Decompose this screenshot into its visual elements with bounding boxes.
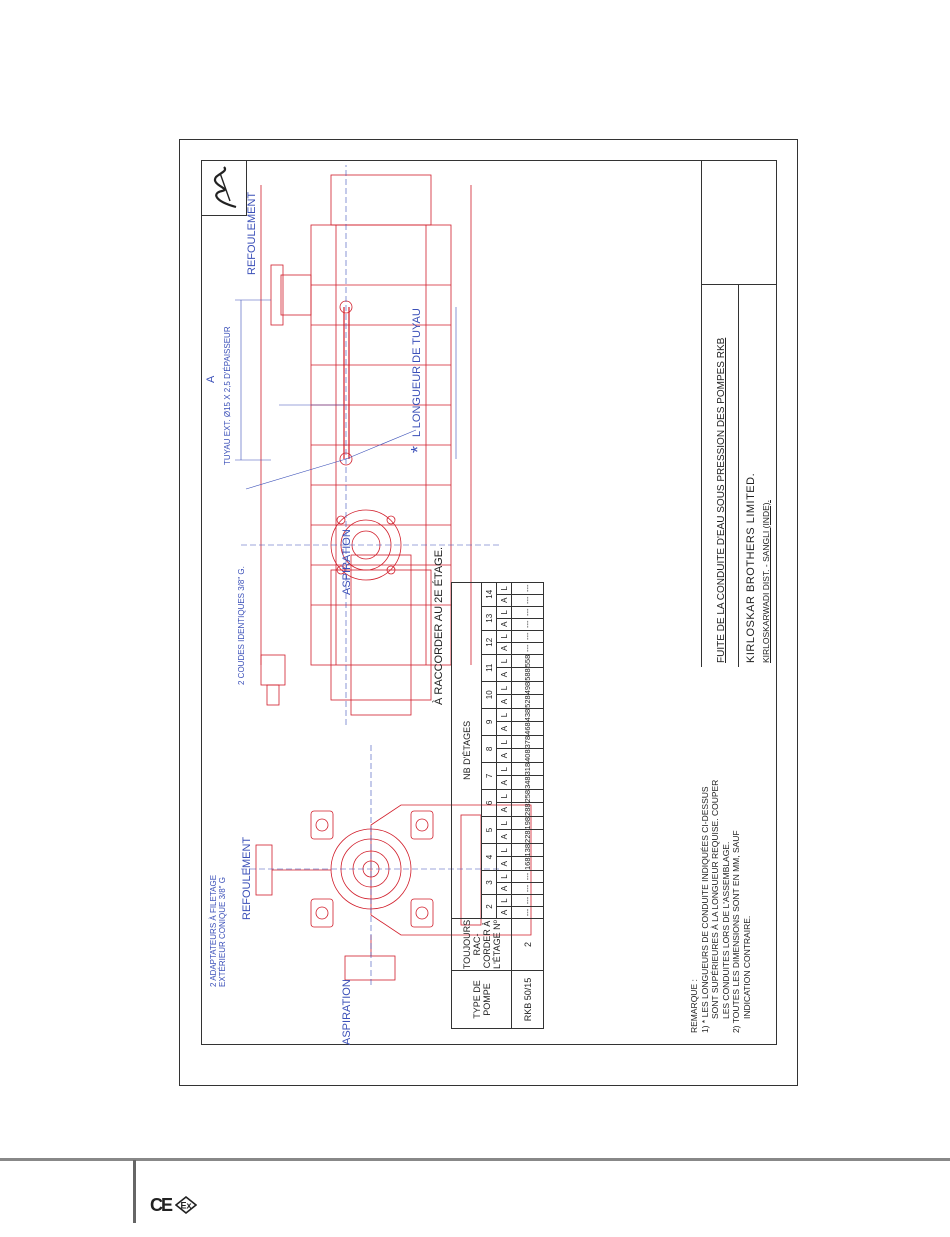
- ce-mark: CE: [150, 1195, 172, 1215]
- notes-heading: REMARQUE :: [689, 979, 699, 1033]
- al-a: A: [497, 642, 512, 654]
- stage-3: 3: [482, 871, 497, 895]
- drawing-sheet: [201, 160, 777, 1045]
- value-cell: ---: [512, 618, 544, 630]
- connect-stage-cell: 2: [512, 919, 544, 971]
- al-l: L: [497, 895, 512, 907]
- al-l: L: [497, 582, 512, 594]
- drawing-notes: [689, 683, 752, 1033]
- al-a: A: [497, 907, 512, 919]
- end-view-lug-tl: [311, 899, 333, 927]
- value-cell: ---: [512, 594, 544, 606]
- al-l: L: [497, 843, 512, 857]
- al-a: A: [497, 857, 512, 871]
- side-view-motor-left: [351, 555, 411, 715]
- value-cell: 378: [512, 735, 544, 749]
- end-view-lug-tr: [311, 811, 333, 839]
- company-logo: [201, 160, 247, 216]
- stage-11: 11: [482, 654, 497, 681]
- adapters-label-line2: EXTÉRIEUR CONIQUE 3/8" G: [218, 877, 227, 987]
- al-a: A: [497, 695, 512, 709]
- value-cell: ---: [512, 895, 544, 907]
- note-line: 2) TOUTES LES DIMENSIONS SONT EN MM, SAUF: [731, 830, 741, 1033]
- stage-5: 5: [482, 816, 497, 843]
- company-cell: [739, 284, 777, 667]
- end-view-flange-left: [345, 956, 395, 980]
- al-l: L: [497, 762, 512, 776]
- al-a: A: [497, 722, 512, 736]
- stage-8: 8: [482, 735, 497, 762]
- al-a: A: [497, 803, 512, 817]
- end-view-lug-br: [411, 811, 433, 839]
- note-line: LES CONDUITES LORS DE L'ASSEMBLAGE.: [720, 841, 731, 1019]
- value-cell: 288: [512, 803, 544, 817]
- side-view-shaft-end: [261, 655, 285, 685]
- elbows-label: 2 COUDES IDENTIQUES 3/8" G.: [237, 566, 246, 685]
- al-a: A: [497, 668, 512, 682]
- al-l: L: [497, 871, 512, 883]
- table-header-pump-type: TYPE DE POMPE: [452, 971, 512, 1029]
- title-block: [701, 160, 777, 667]
- stage-12: 12: [482, 630, 497, 654]
- dimension-a-label: A: [205, 375, 217, 383]
- value-cell: 438: [512, 708, 544, 722]
- table-header-connect: TOUJOURS RAC- CORDER À L'ÉTAGE Nº: [452, 919, 512, 971]
- value-cell: 228: [512, 830, 544, 844]
- note-line: INDICATION CONTRAIRE.: [741, 915, 752, 1019]
- value-cell: 258: [512, 789, 544, 803]
- value-cell: 528: [512, 695, 544, 709]
- value-cell: 168: [512, 857, 544, 871]
- value-cell: ---: [512, 642, 544, 654]
- stage-14: 14: [482, 582, 497, 606]
- signature-logo-icon: [202, 161, 246, 215]
- company-address: KIRLOSKARWADI DIST. - SANGLI (INDE).: [761, 500, 771, 663]
- value-cell: ---: [512, 883, 544, 895]
- footer-vertical-rule: [133, 1160, 136, 1223]
- pipe-length-label: L LONGUEUR DE TUYAU: [411, 308, 423, 437]
- value-cell: 558: [512, 654, 544, 668]
- end-aspiration-label: ASPIRATION: [341, 979, 353, 1045]
- adapters-label: 2 ADAPTATEURS À FILETAGE: [209, 874, 218, 987]
- side-view-discharge: [281, 275, 311, 315]
- value-cell: 468: [512, 722, 544, 736]
- end-view-lug-bl: [411, 899, 433, 927]
- side-aspiration-label: ASPIRATION: [341, 529, 353, 595]
- value-cell: ---: [512, 630, 544, 642]
- al-l: L: [497, 735, 512, 749]
- pump-type-cell: RKB 50/15: [512, 971, 544, 1029]
- table-row: [512, 582, 544, 1028]
- end-view-flange-top: [256, 845, 272, 895]
- atex-ex-icon: [175, 1196, 197, 1214]
- pipe-length-asterisk: *: [408, 445, 428, 453]
- table-header-stages: NB D'ÉTAGES: [452, 582, 482, 918]
- value-cell: 588: [512, 668, 544, 682]
- al-a: A: [497, 830, 512, 844]
- al-l: L: [497, 630, 512, 642]
- stage-9: 9: [482, 708, 497, 735]
- stage-4: 4: [482, 843, 497, 870]
- al-a: A: [497, 883, 512, 895]
- value-cell: 498: [512, 681, 544, 695]
- value-cell: ---: [512, 871, 544, 883]
- value-cell: ---: [512, 582, 544, 594]
- stage-7: 7: [482, 762, 497, 789]
- company-name: KIRLOSKAR BROTHERS LIMITED.: [745, 472, 757, 663]
- al-l: L: [497, 789, 512, 803]
- stage-10: 10: [482, 681, 497, 708]
- value-cell: 408: [512, 749, 544, 763]
- al-l: L: [497, 654, 512, 668]
- al-l: L: [497, 816, 512, 830]
- al-a: A: [497, 618, 512, 630]
- connect-stage-label: À RACCORDER AU 2E ÉTAGE.: [433, 546, 445, 705]
- ex-mark-text: Ex: [180, 1200, 192, 1211]
- value-cell: 318: [512, 762, 544, 776]
- al-l: L: [497, 708, 512, 722]
- note-line: SONT SUPÉRIEURES À LA LONGUEUR REQUISE. COUPER: [710, 779, 720, 1019]
- stage-13: 13: [482, 606, 497, 630]
- al-a: A: [497, 749, 512, 763]
- stage-dimension-table: [451, 582, 544, 1029]
- title-cell: [701, 284, 739, 667]
- title-block-blank-cell: [701, 160, 777, 284]
- value-cell: 138: [512, 843, 544, 857]
- pipe-spec-label: TUYAU EXT. Ø15 X 2,5 D'ÉPAISSEUR: [223, 326, 232, 465]
- al-a: A: [497, 776, 512, 790]
- certification-marks: [150, 1196, 197, 1214]
- value-cell: 348: [512, 776, 544, 790]
- end-refoulement-label: REFOULEMENT: [241, 836, 253, 920]
- value-cell: ---: [512, 606, 544, 618]
- drawing-title: FUITE DE LA CONDUITE D'EAU SOUS PRESSION DES POMPES RKB: [716, 337, 727, 663]
- value-cell: 198: [512, 816, 544, 830]
- footer-rule: [0, 1158, 950, 1161]
- al-l: L: [497, 681, 512, 695]
- note-line: 1) * LES LONGUEURS DE CONDUITE INDIQUÉES CI-DESSUS: [699, 786, 710, 1033]
- stage-2: 2: [482, 895, 497, 919]
- value-cell: ---: [512, 907, 544, 919]
- al-a: A: [497, 594, 512, 606]
- side-refoulement-label: REFOULEMENT: [246, 191, 258, 275]
- al-l: L: [497, 606, 512, 618]
- stage-6: 6: [482, 789, 497, 816]
